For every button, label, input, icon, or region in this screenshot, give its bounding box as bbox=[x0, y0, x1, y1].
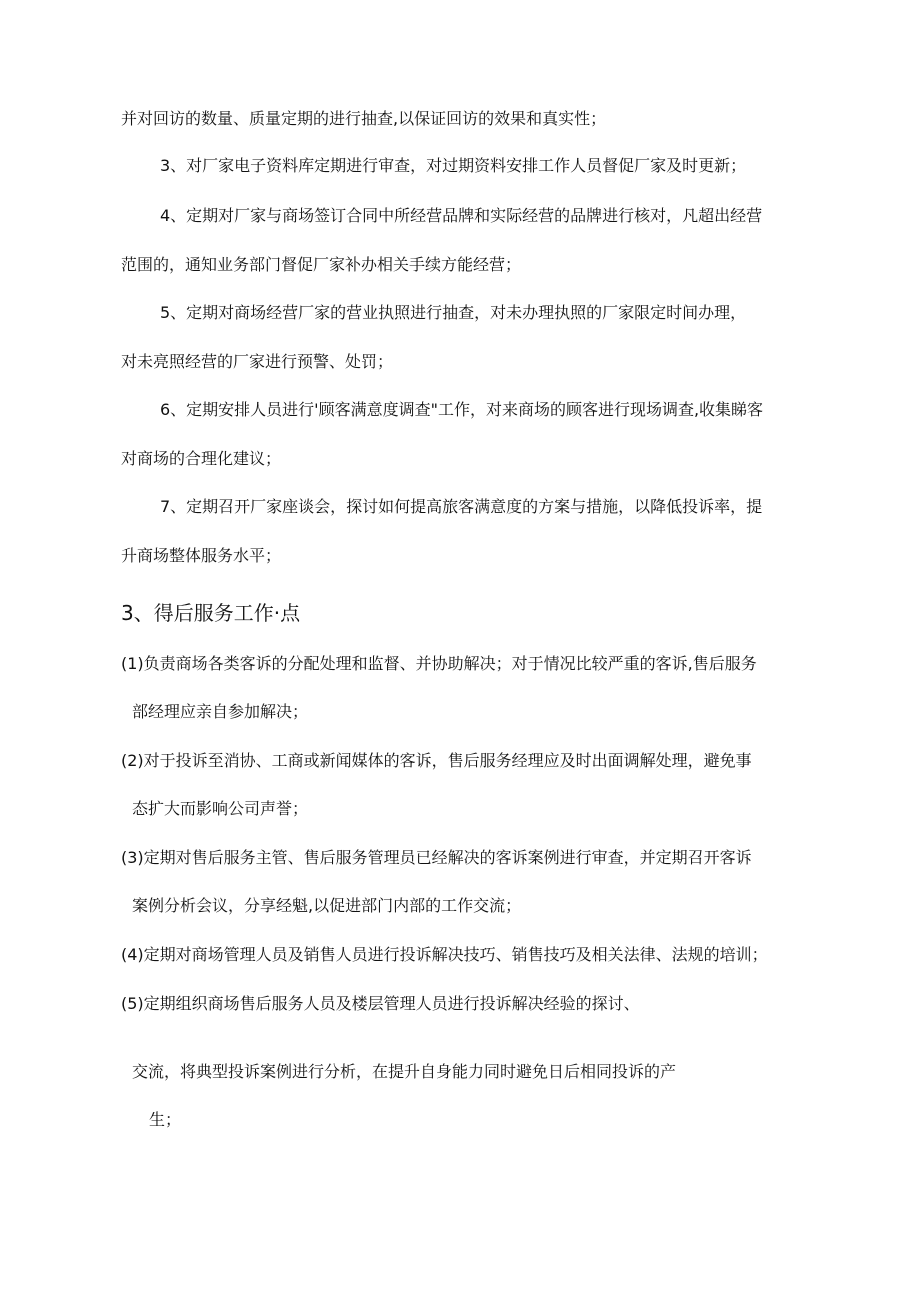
list-item-line: (3)定期对售后服务主管、售后服务管理员已经解决的客诉案例进行审查，并定期召开客诉 bbox=[121, 848, 752, 867]
list-item-line: (4)定期对商场管理人员及销售人员进行投诉解决技巧、销售技巧及相关法律、法规的培训； bbox=[121, 945, 768, 964]
list-item-line: 部经理应亲自参加解决； bbox=[132, 702, 309, 721]
list-item-line: 生； bbox=[149, 1110, 182, 1129]
list-item-line: 态扩大而影响公司声誉； bbox=[132, 799, 309, 818]
paragraph-line: 7、定期召开厂家座谈会，探讨如何提高旅客满意度的方案与措施，以降低投诉率，提 bbox=[160, 497, 763, 516]
paragraph-line: 对未亮照经营的厂家进行预警、处罚； bbox=[121, 352, 394, 371]
paragraph-line: 范围的，通知业务部门督促厂家补办相关手续方能经营； bbox=[121, 255, 522, 274]
list-item-line: 案例分析会议，分享经魁,以促进部门内部的工作交流； bbox=[132, 896, 522, 915]
list-item-line: (5)定期组织商场售后服务人员及楼层管理人员进行投诉解决经验的探讨、 bbox=[121, 994, 640, 1013]
paragraph-line: 升商场整体服务水平； bbox=[121, 546, 282, 565]
paragraph-line: 对商场的合理化建议； bbox=[121, 449, 282, 468]
paragraph-line: 5、定期对商场经营厂家的营业执照进行抽查，对未办理执照的厂家限定时间办理， bbox=[160, 303, 747, 322]
paragraph-line: 6、定期安排人员进行'顾客满意度调查"工作，对来商场的顾客进行现场调查,收集睇客 bbox=[160, 400, 764, 419]
paragraph-line: 并对回访的数量、质量定期的进行抽查,以保证回访的效果和真实性； bbox=[121, 109, 607, 128]
list-item-line: (1)负责商场各类客诉的分配处理和监督、并协助解决；对于情况比较严重的客诉,售后服务 bbox=[121, 654, 757, 673]
paragraph-line: 3、对厂家电子资料库定期进行审查，对过期资料安排工作人员督促厂家及时更新； bbox=[160, 156, 747, 175]
paragraph-line: 4、定期对厂家与商场签订合同中所经营品牌和实际经营的品牌进行核对，凡超出经营 bbox=[160, 206, 763, 225]
list-item-line: (2)对于投诉至消协、工商或新闻媒体的客诉，售后服务经理应及时出面调解处理，避免事 bbox=[121, 751, 752, 770]
list-item-line: 交流，将典型投诉案例进行分析，在提升自身能力同时避免日后相同投诉的产 bbox=[132, 1062, 677, 1081]
section-heading: 3、得后服务工作·点 bbox=[121, 601, 301, 625]
